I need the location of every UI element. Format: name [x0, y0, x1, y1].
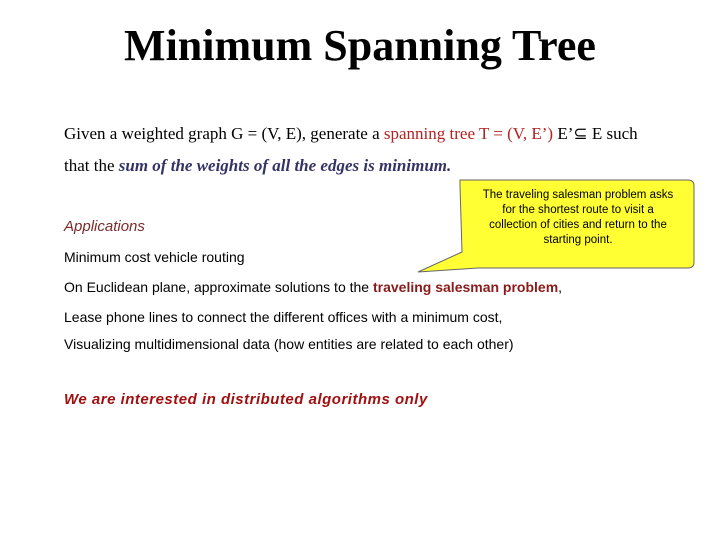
definition-text-2: E’: [553, 124, 574, 143]
application-item-3: Visualizing multidimensional data (how entities are related to each other): [64, 336, 514, 352]
definition-text-1: Given a weighted graph G = (V, E), generate a: [64, 124, 384, 143]
euclidean-suffix: ,: [558, 279, 563, 295]
applications-heading: Applications: [64, 218, 145, 235]
callout-text: The traveling salesman problem asks for the shortest route to visit a collection of cities and return to the starting point.: [482, 189, 674, 246]
slide-title: Minimum Spanning Tree: [124, 21, 596, 70]
application-item-1: Minimum cost vehicle routing: [64, 249, 245, 265]
definition-line2-prefix: that the: [64, 156, 119, 175]
subset-symbol: ⊆: [573, 124, 588, 143]
euclidean-prefix: On Euclidean plane, approximate solutions to the: [64, 279, 373, 295]
application-item-2: Lease phone lines to connect the different offices with a minimum cost,: [64, 309, 503, 325]
tsp-term: traveling salesman problem: [372, 279, 559, 295]
distributed-note: We are interested in distributed algorithms only: [64, 391, 428, 408]
definition-emphasis: sum of the weights of all the edges is minimum.: [118, 156, 452, 175]
definition-text-3: E such: [587, 124, 638, 143]
spanning-tree-term: spanning tree T = (V, E’): [383, 124, 554, 143]
